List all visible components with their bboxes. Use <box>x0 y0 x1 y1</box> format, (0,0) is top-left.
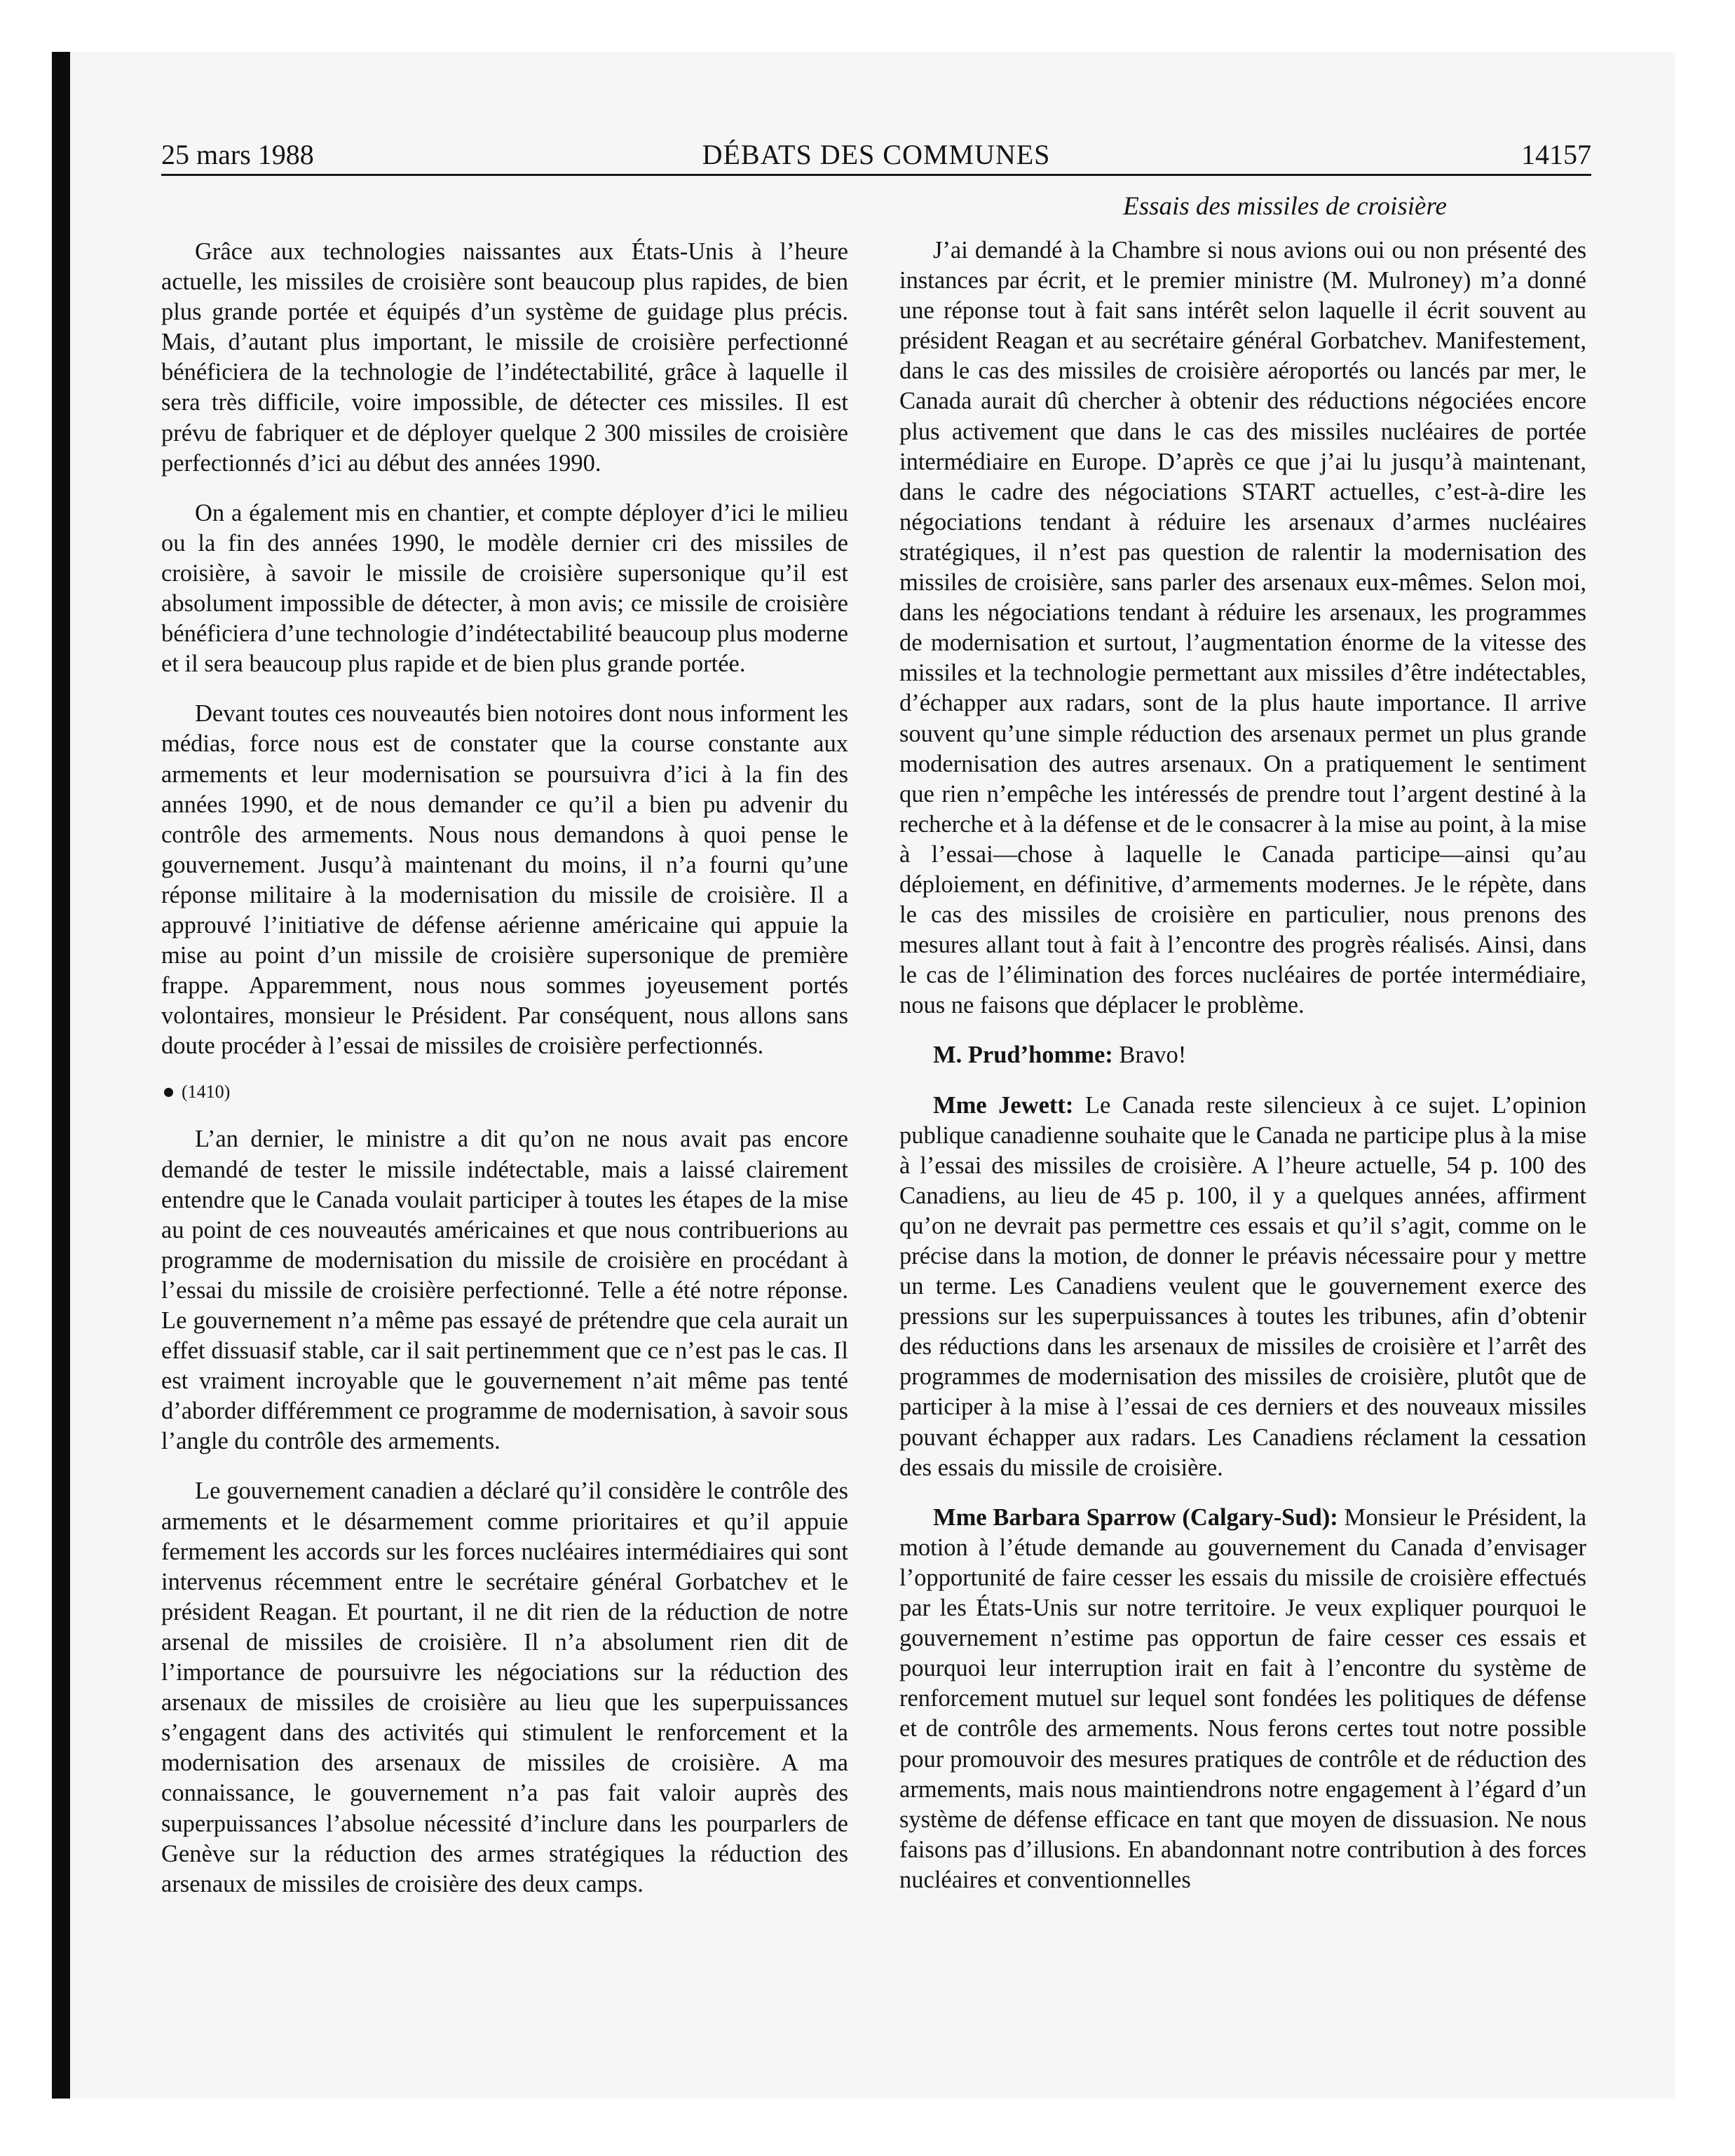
header-date: 25 mars 1988 <box>161 139 314 170</box>
scan-edge-bar <box>52 52 70 2099</box>
interjection <box>899 1040 1586 1070</box>
speaker-name: M. Prud’homme: <box>933 1042 1113 1069</box>
page-header <box>161 139 1591 176</box>
section-heading: Essais des missiles de croisière <box>1123 192 1447 221</box>
header-page-number: 14157 <box>1521 139 1591 170</box>
speech-text: Le Canada reste silencieux à ce sujet. L’opinion publique canadienne souhaite que le Canada ne participe plus à la mise à l’essai des missiles de croisière. A l’heure actuelle, 54 p. 100 des Canadiens, au lieu de 45 p. 100, il y a quelques années, affirment qu’on ne devrait pas permettre ces essais et qu’il s’agit, comme on le précise dans la motion, de donner le préavis nécessaire pour y mettre un terme. Les Canadiens veulent que le gouvernement exerce des pressions sur les superpuissances à toutes les tribunes, afin d’obtenir des réductions dans les arsenaux de missiles de croisière et l’arrêt des programmes de modernisation des missiles de croisière, plutôt que de participer à la mise à l’essai de ces derniers et des nouveaux missiles pouvant échapper aux radars. Les Canadiens réclament la cessation des essais du missile de croisière. <box>899 1091 1587 1481</box>
bullet-icon <box>164 1088 173 1097</box>
paragraph: Devant toutes ces nouveautés bien notoires dont nous informent les médias, force nous est de constater que la course constante aux armements et leur modernisation se poursuivra d’ici à la fin des années 1990, et de nous demander ce qu’il a bien pu advenir du contrôle des armements. Nous nous demandons à quoi pense le gouvernement. Jusqu’à maintenant du moins, il n’a fourni qu’une réponse militaire à la modernisation du missile de croisière. Il a approuvé l’initiative de défense aérienne américaine qui appuie la mise au point d’un missile de croisière supersonique de première frappe. Apparemment, nous nous sommes joyeusement portés volontaires, monsieur le Président. Par conséquent, nous allons sans doute procéder à l’essai de missiles de croisière perfectionnés. <box>161 700 848 1060</box>
paragraph: Le gouvernement canadien a déclaré qu’il considère le contrôle des armements et le désarmement comme prioritaires et qu’il appuie fermement les accords sur les forces nucléaires intermédiaires qui sont intervenus récemment entre le secrétaire général Gorbatchev et le président Reagan. Et pourtant, il ne dit rien de la réduction de notre arsenal de missiles de croisière. Il n’a absolument rien dit de l’importance de poursuivre les négociations sur la réduction des arsenaux de missiles de croisière au lieu que les superpuissances s’engagent dans des activités qui stimulent le renforcement et la modernisation des arsenaux de missiles de croisière. A ma connaissance, le gouvernement n’a pas fait valoir auprès des superpuissances l’absolue nécessité d’inclure dans les pourparlers de Genève sur la réduction des armes stratégiques la réduction des arsenaux de missiles de croisière des deux camps. <box>161 1478 848 1897</box>
time-marker <box>164 1081 848 1103</box>
speech <box>899 1091 1586 1483</box>
header-title: DÉBATS DES COMMUNES <box>702 139 1051 170</box>
speaker-name: Mme Jewett: <box>933 1091 1074 1119</box>
speech-text: Monsieur le Président, la motion à l’étude demande au gouvernement du Canada d’envisager l’opportunité de faire cesser les essais du missile de croisière effectués par les États-Unis sur notre territoire. Je veux expliquer pourquoi le gouvernement n’estime pas opportun de faire cesser ces essais et pourquoi leur interruption irait en fait à l’encontre du système de renforcement mutuel sur lequel sont fondées les politiques de défense et de contrôle des armements. Nous ferons certes tout notre possible pour promouvoir des mesures pratiques de contrôle et de réduction des armements, mais nous maintiendrons notre engagement à l’égard d’un système de défense efficace en tant que moyen de dissuasion. Ne nous faisons pas d’illusions. En abandonnant notre contribution à des forces nucléaires et conventionnelles <box>899 1503 1587 1893</box>
paragraph: L’an dernier, le ministre a dit qu’on ne nous avait pas encore demandé de tester le missile indétectable, mais a laissé clairement entendre que le Canada voulait participer à toutes les étapes de la mise au point de ces nouveautés américaines et que nous contribuerions au programme de modernisation du missile de croisière en procédant à l’essai du missile de croisière perfectionné. Telle a été notre réponse. Le gouvernement n’a même pas essayé de prétendre que cela aurait un effet dissuasif stable, car il sait pertinemment que ce n’est pas le cas. Il est vraiment incroyable que le gouvernement n’ait même pas tenté d’aborder différemment ce programme de modernisation, à savoir sous l’angle du contrôle des armements. <box>161 1126 848 1455</box>
speech-text: Bravo! <box>1113 1042 1187 1069</box>
paragraph: J’ai demandé à la Chambre si nous avions oui ou non présenté des instances par écrit, et le premier ministre (M. Mulroney) m’a donné une réponse tout à fait sans intérêt selon laquelle il écrit souvent au président Reagan et au secrétaire général Gorbatchev. Manifestement, dans le cas des missiles de croisière aéroportés ou lancés par mer, le Canada aurait dû chercher à obtenir des réductions négociées encore plus activement que dans le cas des missiles nucléaires de portée intermédiaire en Europe. D’après ce que j’ai lu jusqu’à maintenant, dans le cadre des négociations START actuelles, c’est-à-dire les négociations tendant à réduire les arsenaux d’armes nucléaires stratégiques, il n’est pas question de ralentir la modernisation des missiles de croisière, sans parler des arsenaux eux-mêmes. Selon moi, dans les négociations tendant à réduire les arsenaux, les programmes de modernisation et surtout, l’augmentation énorme de la vitesse des missiles et la technologie permettant aux missiles d’être indétectables, d’échapper aux radars, sont de la plus haute importance. Il arrive souvent qu’une simple réduction des arsenaux permet un plus grande modernisation des autres arsenaux. On a pratiquement le sentiment que rien n’empêche les intéressés de prendre tout l’argent destiné à la recherche et à la défense et de le consacrer à la mise au point, à la mise à l’essai—chose à laquelle le Canada participe—ainsi qu’au déploiement, en définitive, d’armements modernes. Je le répète, dans le cas des missiles de croisière en particulier, nous prenons des mesures allant tout à fait à l’encontre des progrès réalisés. Ainsi, dans le cas de l’élimination des forces nucléaires de portée intermédiaire, nous ne faisons que déplacer le problème. <box>899 237 1586 1019</box>
paragraph: Grâce aux technologies naissantes aux États-Unis à l’heure actuelle, les missiles de croisière sont beaucoup plus rapides, de bien plus grande portée et équipés d’un système de guidage plus précis. Mais, d’autant plus important, le missile de croisière perfectionné bénéficiera de la technologie de l’indétectabilité, grâce à laquelle il sera très difficile, voire impossible, de détecter ces missiles. Il est prévu de fabriquer et de déployer quelque 2 300 missiles de croisière perfectionnés d’ici au début des années 1990. <box>161 238 848 477</box>
right-column <box>899 191 1586 1915</box>
left-column <box>161 191 848 1919</box>
time-marker-text: (1410) <box>182 1082 231 1103</box>
paragraph: On a également mis en chantier, et compte déployer d’ici le milieu ou la fin des années 1990, le modèle dernier cri des missiles de croisière, à savoir le missile de croisière supersonique qu’il est absolument impossible de détecter, à mon avis; ce missile de croisière bénéficiera d’une technologie d’indétectabilité beaucoup plus moderne et il sera beaucoup plus rapide et de bien plus grande portée. <box>161 499 848 678</box>
speaker-name: Mme Barbara Sparrow (Calgary-Sud): <box>933 1503 1338 1531</box>
speech <box>899 1503 1586 1895</box>
